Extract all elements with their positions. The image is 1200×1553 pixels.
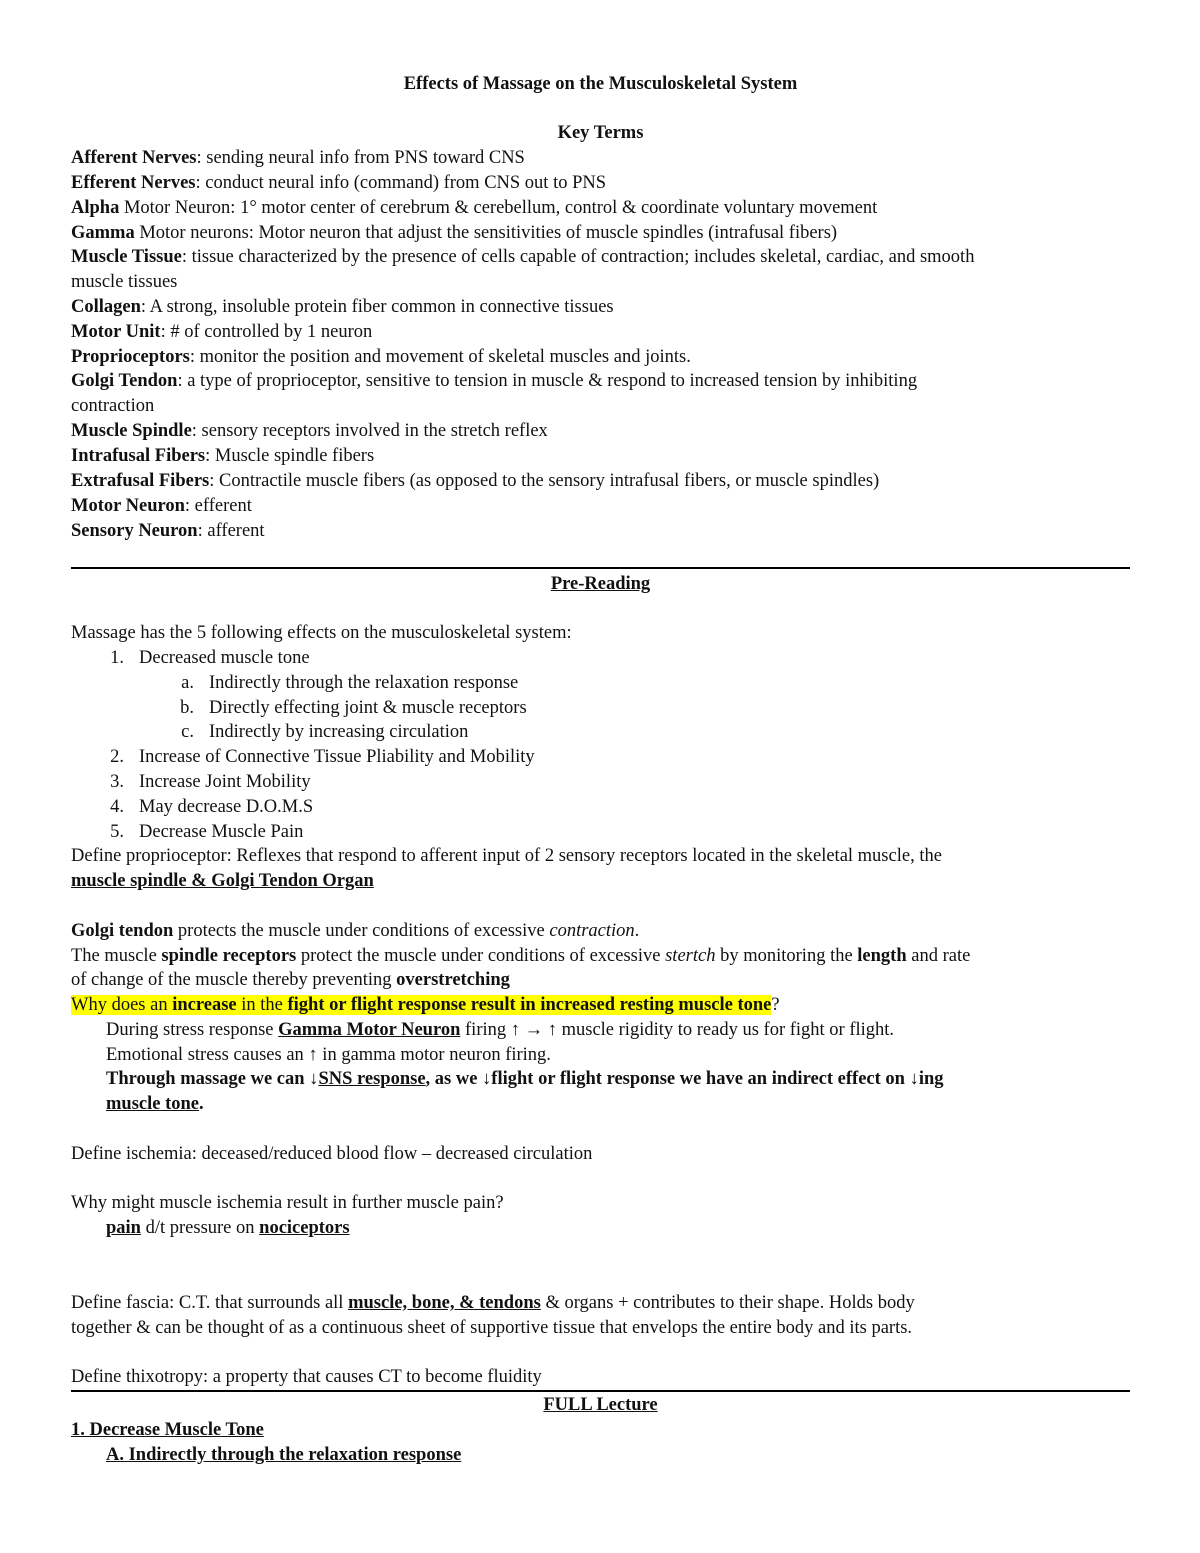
spindle-paragraph-cont: of change of the muscle thereby preventing overstretching: [71, 970, 510, 990]
pre-reading-intro: Massage has the 5 following effects on the musculoskeletal system:: [71, 623, 572, 643]
list-item: a. Indirectly through the relaxation response: [181, 673, 519, 693]
pre-reading-heading: Pre-Reading: [550, 574, 651, 594]
term-alpha: Alpha Motor Neuron: 1° motor center of cerebrum & cerebellum, control & coordinate voluntary movement: [71, 198, 878, 218]
term-efferent-nerves: Efferent Nerves: conduct neural info (command) from CNS out to PNS: [71, 173, 607, 193]
golgi-tendon-paragraph: Golgi tendon protects the muscle under conditions of excessive contraction.: [71, 921, 640, 941]
spindle-paragraph: The muscle spindle receptors protect the muscle under conditions of excessive stertch by monitoring the length and rate: [71, 946, 971, 966]
term-motor-neuron: Motor Neuron: efferent: [71, 496, 252, 516]
lecture-section-1a: A. Indirectly through the relaxation response: [106, 1445, 462, 1465]
term-afferent-nerves: Afferent Nerves: sending neural info from PNS toward CNS: [71, 148, 525, 168]
highlighted-question: Why does an increase in the fight or flight response result in increased resting muscle tone: [71, 995, 772, 1015]
list-item: 4. May decrease D.O.M.S: [110, 797, 314, 817]
section-divider: [71, 567, 1130, 569]
term-gamma: Gamma Motor neurons: Motor neuron that adjust the sensitivities of muscle spindles (intrafusal fibers): [71, 223, 838, 243]
list-item: 5. Decrease Muscle Pain: [110, 822, 304, 842]
fight-flight-question: Why does an increase in the fight or flight response result in increased resting muscle tone?: [71, 995, 780, 1015]
massage-sns-line-cont: muscle tone.: [106, 1094, 204, 1114]
term-collagen: Collagen: A strong, insoluble protein fiber common in connective tissues: [71, 297, 614, 317]
ischemia-definition: Define ischemia: deceased/reduced blood flow – decreased circulation: [71, 1144, 593, 1164]
lecture-section-1: 1. Decrease Muscle Tone: [71, 1420, 264, 1440]
term-muscle-spindle: Muscle Spindle: sensory receptors involved in the stretch reflex: [71, 421, 548, 441]
term-motor-unit: Motor Unit: # of controlled by 1 neuron: [71, 322, 373, 342]
term-golgi-tendon-cont: contraction: [71, 396, 155, 416]
ischemia-question: Why might muscle ischemia result in further muscle pain?: [71, 1193, 504, 1213]
term-extrafusal-fibers: Extrafusal Fibers: Contractile muscle fibers (as opposed to the sensory intrafusal fibers, or muscle spindles): [71, 471, 880, 491]
term-golgi-tendon: Golgi Tendon: a type of proprioceptor, sensitive to tension in muscle & respond to increased tension by inhibiting: [71, 371, 918, 391]
proprioceptor-answer: muscle spindle & Golgi Tendon Organ: [71, 871, 374, 891]
term-muscle-tissue-cont: muscle tissues: [71, 272, 178, 292]
thixotropy-definition: Define thixotropy: a property that causes CT to become fluidity: [71, 1367, 542, 1387]
stress-response-line: During stress response Gamma Motor Neuron firing ↑ → ↑ muscle rigidity to ready us for fight or flight.: [106, 1020, 895, 1040]
section-divider: [71, 1390, 1130, 1392]
fascia-definition-cont: together & can be thought of as a continuous sheet of supportive tissue that envelops the entire body and its parts.: [71, 1318, 913, 1338]
list-item: c. Indirectly by increasing circulation: [181, 722, 469, 742]
list-item: 1. Decreased muscle tone: [110, 648, 310, 668]
full-lecture-heading: FULL Lecture: [543, 1395, 658, 1415]
proprioceptor-definition: Define proprioceptor: Reflexes that respond to afferent input of 2 sensory receptors located in the skeletal muscle, the: [71, 846, 942, 866]
fascia-definition: Define fascia: C.T. that surrounds all muscle, bone, & tendons & organs + contributes to their shape. Holds body: [71, 1293, 915, 1313]
term-muscle-tissue: Muscle Tissue: tissue characterized by the presence of cells capable of contraction; includes skeletal, cardiac, and smooth: [71, 247, 975, 267]
term-intrafusal-fibers: Intrafusal Fibers: Muscle spindle fibers: [71, 446, 375, 466]
ischemia-answer: pain d/t pressure on nociceptors: [106, 1218, 350, 1238]
massage-sns-line: Through massage we can ↓SNS response, as we ↓flight or flight response we have an indirect effect on ↓ing: [106, 1069, 944, 1089]
list-item: b. Directly effecting joint & muscle receptors: [180, 698, 527, 718]
emotional-stress-line: Emotional stress causes an ↑ in gamma motor neuron firing.: [106, 1045, 551, 1065]
key-terms-heading: Key Terms: [557, 123, 644, 143]
document-title: Effects of Massage on the Musculoskeletal System: [403, 74, 798, 94]
list-item: 3. Increase Joint Mobility: [110, 772, 311, 792]
term-proprioceptors: Proprioceptors: monitor the position and movement of skeletal muscles and joints.: [71, 347, 691, 367]
list-item: 2. Increase of Connective Tissue Pliability and Mobility: [110, 747, 535, 767]
term-sensory-neuron: Sensory Neuron: afferent: [71, 521, 265, 541]
